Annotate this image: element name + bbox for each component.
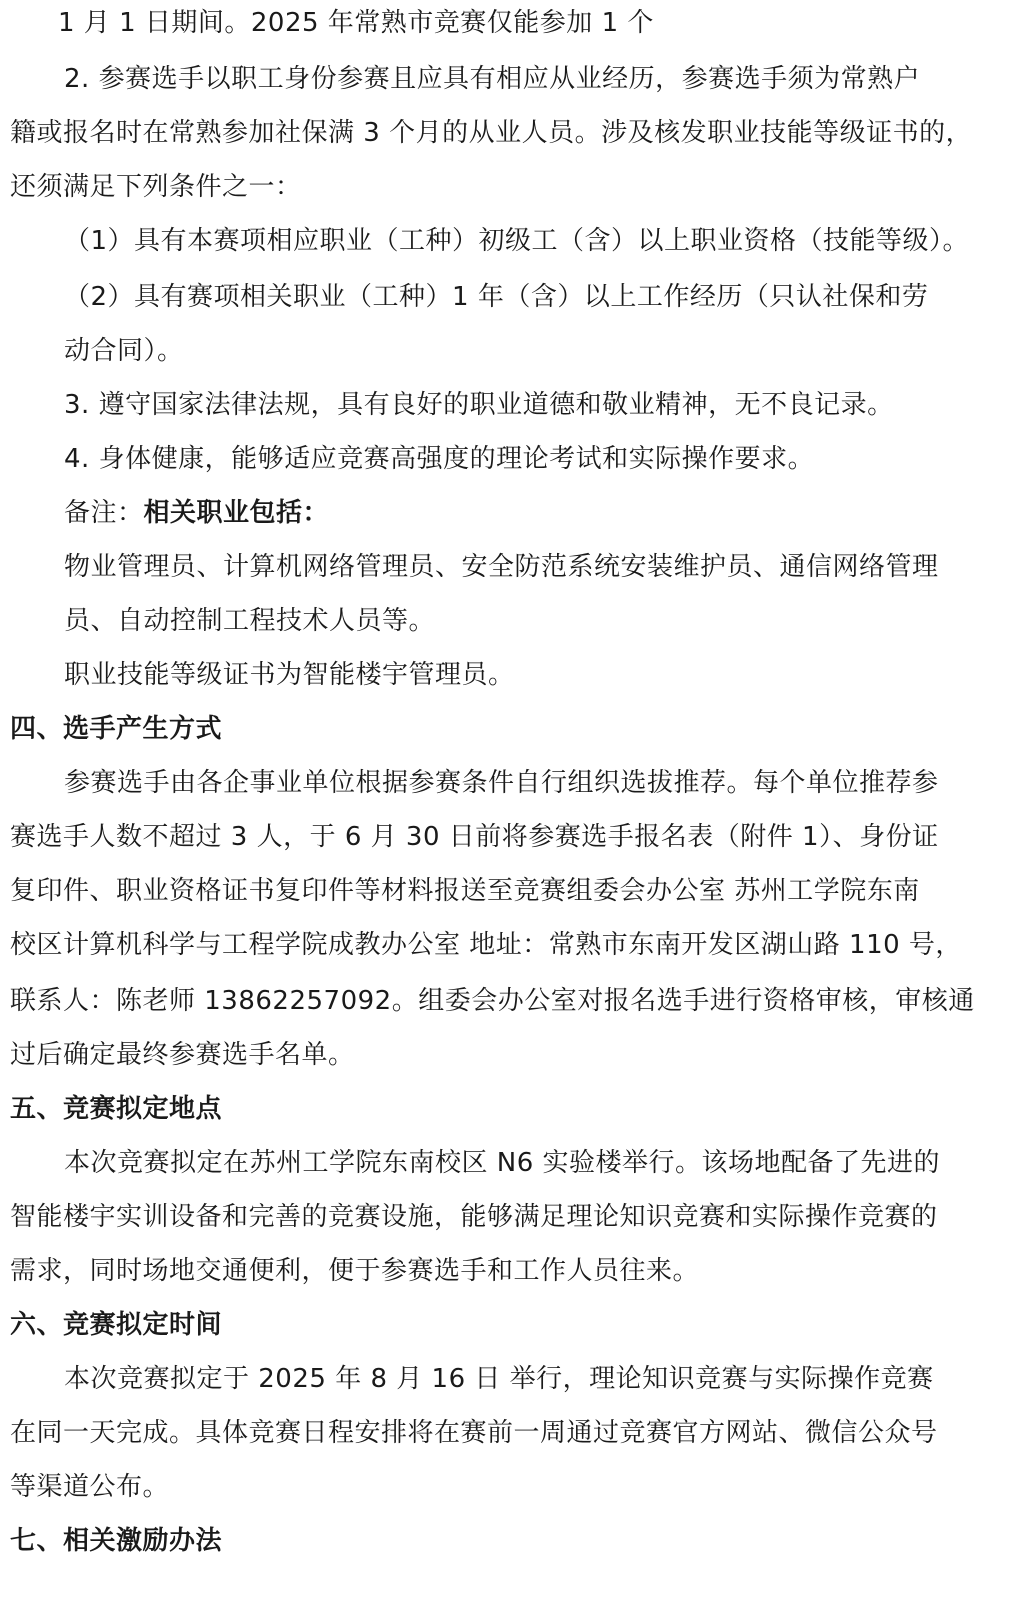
text-line: 动合同）。 [64, 336, 184, 366]
section-heading: 六、竞赛拟定时间 [10, 1310, 223, 1340]
text-line: 籍或报名时在常熟参加社保满 3 个月的从业人员。涉及核发职业技能等级证书的， [10, 118, 973, 148]
section-heading: 四、选手产生方式 [10, 714, 223, 744]
text-line: 需求，同时场地交通便利，便于参赛选手和工作人员往来。 [10, 1256, 700, 1286]
text-line: 智能楼宇实训设备和完善的竞赛设施，能够满足理论知识竞赛和实际操作竞赛的 [10, 1202, 938, 1232]
note-line [64, 496, 329, 530]
text-line: 赛选手人数不超过 3 人，于 6 月 30 日前将参赛选手报名表（附件 1）、身份证 [10, 822, 939, 852]
text-line: 2. 参赛选手以职工身份参赛且应具有相应从业经历，参赛选手须为常熟户 [64, 64, 921, 94]
text-line: 复印件、职业资格证书复印件等材料报送至竞赛组委会办公室 苏州工学院东南 [10, 876, 920, 906]
text-line: 等渠道公布。 [10, 1472, 170, 1502]
text-line: 3. 遵守国家法律法规，具有良好的职业道德和敬业精神，无不良记录。 [64, 390, 894, 420]
text-line: 参赛选手由各企事业单位根据参赛条件自行组织选拔推荐。每个单位推荐参 [64, 768, 939, 798]
text-line: 校区计算机科学与工程学院成教办公室 地址：常熟市东南开发区湖山路 110 号， [10, 930, 962, 960]
text-line: 员、自动控制工程技术人员等。 [64, 606, 436, 636]
section-heading: 七、相关激励办法 [10, 1526, 223, 1556]
text-line: （2）具有赛项相关职业（工种）1 年（含）以上工作经历（只认社保和劳 [64, 282, 929, 312]
text-line: 本次竞赛拟定在苏州工学院东南校区 N6 实验楼举行。该场地配备了先进的 [64, 1148, 941, 1178]
text-line: 1 月 1 日期间。2025 年常熟市竞赛仅能参加 1 个 [58, 8, 654, 38]
note-label: 备注： [64, 498, 144, 528]
text-line: 还须满足下列条件之一： [10, 172, 302, 202]
text-line: 联系人：陈老师 13862257092。组委会办公室对报名选手进行资格审核，审核通 [10, 986, 975, 1016]
text-line: 在同一天完成。具体竞赛日程安排将在赛前一周通过竞赛官方网站、微信公众号 [10, 1418, 938, 1448]
section-heading: 五、竞赛拟定地点 [10, 1094, 223, 1124]
text-line: 物业管理员、计算机网络管理员、安全防范系统安装维护员、通信网络管理 [64, 552, 939, 582]
text-line: 过后确定最终参赛选手名单。 [10, 1040, 355, 1070]
note-bold: 相关职业包括： [143, 498, 330, 528]
text-line: 本次竞赛拟定于 2025 年 8 月 16 日 举行，理论知识竞赛与实际操作竞赛 [64, 1364, 934, 1394]
text-line: 职业技能等级证书为智能楼宇管理员。 [64, 660, 515, 690]
text-line: 4. 身体健康，能够适应竞赛高强度的理论考试和实际操作要求。 [64, 444, 815, 474]
text-line: （1）具有本赛项相应职业（工种）初级工（含）以上职业资格（技能等级）。 [64, 226, 970, 256]
